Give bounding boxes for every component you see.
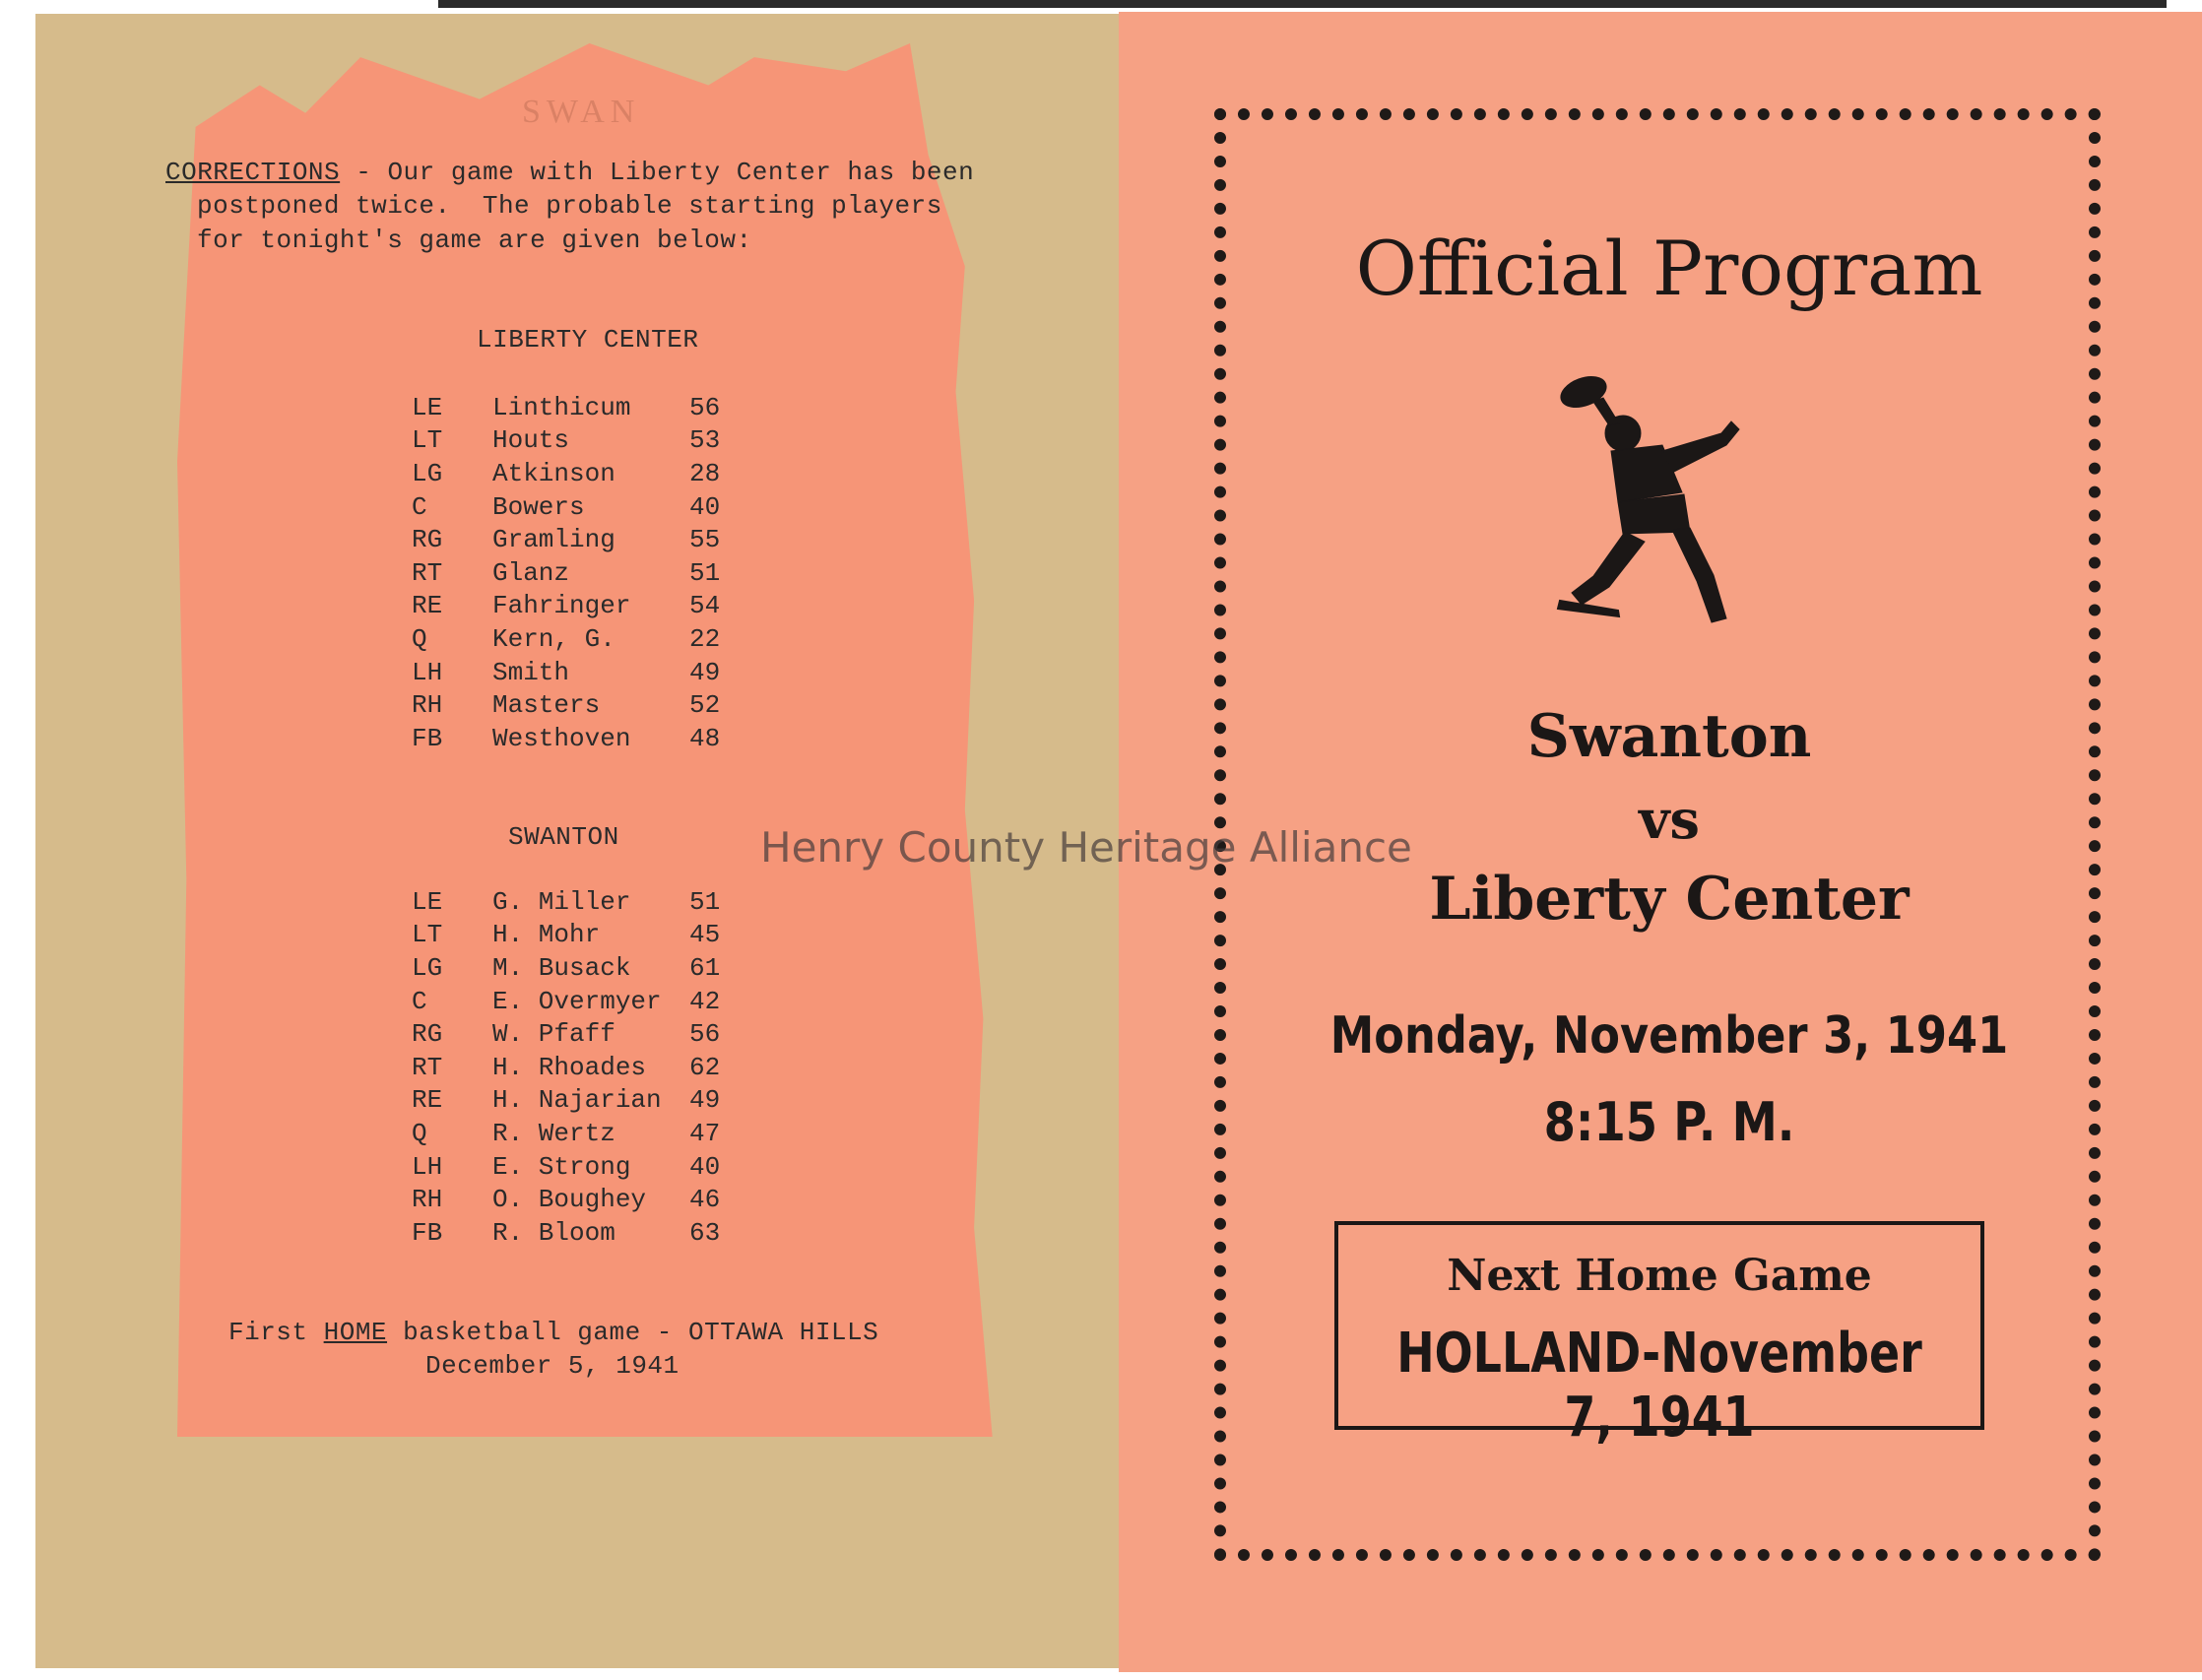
- roster-num: 56: [689, 392, 721, 422]
- roster-row: [412, 985, 739, 1018]
- roster-name: Masters: [492, 690, 601, 721]
- roster-row: [412, 457, 739, 490]
- liberty-center-roster: [412, 391, 739, 755]
- roster-num: 52: [689, 690, 721, 721]
- team-swanton: Swanton: [1526, 702, 1812, 771]
- game-date: Monday, November 3, 1941: [1329, 1006, 2009, 1066]
- footer-pre: First: [228, 1318, 324, 1347]
- roster-row: [412, 885, 739, 919]
- roster-row: [412, 951, 739, 985]
- roster-pos: Q: [412, 623, 427, 654]
- roster-row: [412, 523, 739, 556]
- corrections-label: CORRECTIONS: [165, 158, 341, 187]
- roster-name: O. Boughey: [492, 1185, 647, 1215]
- roster-row: [412, 1216, 739, 1250]
- roster-pos: RH: [412, 690, 443, 721]
- roster-pos: FB: [412, 723, 443, 753]
- roster-row: [412, 1150, 739, 1184]
- roster-name: Gramling: [492, 525, 615, 555]
- roster-row: [412, 722, 739, 755]
- roster-name: H. Rhoades: [492, 1052, 647, 1082]
- next-home-game-detail: HOLLAND-November 7, 1941: [1396, 1322, 1922, 1450]
- roster-name: Smith: [492, 657, 570, 687]
- roster-pos: C: [412, 491, 427, 522]
- liberty-center-header: LIBERTY CENTER: [477, 325, 699, 355]
- roster-pos: LH: [412, 1151, 443, 1182]
- corrections-line-1: [165, 158, 974, 187]
- basketball-footer: [228, 1318, 878, 1347]
- roster-num: 61: [689, 952, 721, 983]
- roster-num: 56: [689, 1019, 721, 1050]
- roster-pos: Q: [412, 1118, 427, 1148]
- roster-pos: RE: [412, 591, 443, 621]
- roster-num: 49: [689, 657, 721, 687]
- roster-name: Bowers: [492, 491, 585, 522]
- roster-pos: RH: [412, 1185, 443, 1215]
- roster-row: [412, 1183, 739, 1216]
- roster-name: Atkinson: [492, 458, 615, 488]
- roster-row: [412, 424, 739, 458]
- roster-pos: LH: [412, 657, 443, 687]
- corrections-line-2: postponed twice. The probable starting players: [197, 191, 942, 221]
- roster-num: 46: [689, 1185, 721, 1215]
- roster-num: 45: [689, 920, 721, 950]
- roster-num: 40: [689, 1151, 721, 1182]
- roster-pos: LT: [412, 425, 443, 456]
- roster-row: [412, 391, 739, 424]
- roster-num: 54: [689, 591, 721, 621]
- roster-name: H. Mohr: [492, 920, 601, 950]
- roster-name: Linthicum: [492, 392, 631, 422]
- next-home-game-label: Next Home Game: [1447, 1251, 1872, 1301]
- basketball-date: December 5, 1941: [425, 1351, 680, 1381]
- versus-label: vs: [1639, 788, 1700, 851]
- roster-num: 55: [689, 525, 721, 555]
- roster-row: [412, 556, 739, 590]
- roster-row: [412, 1084, 739, 1118]
- roster-name: E. Overmyer: [492, 986, 662, 1016]
- roster-row: [412, 1017, 739, 1051]
- roster-name: R. Wertz: [492, 1118, 615, 1148]
- roster-pos: RT: [412, 557, 443, 588]
- roster-num: 62: [689, 1052, 721, 1082]
- roster-pos: C: [412, 986, 427, 1016]
- roster-name: Fahringer: [492, 591, 631, 621]
- roster-name: E. Strong: [492, 1151, 631, 1182]
- roster-name: M. Busack: [492, 952, 631, 983]
- roster-name: G. Miller: [492, 886, 631, 917]
- roster-pos: LE: [412, 392, 443, 422]
- game-time: 8:15 P. M.: [1543, 1091, 1795, 1153]
- watermark: Henry County Heritage Alliance: [760, 823, 1412, 872]
- roster-pos: RG: [412, 525, 443, 555]
- roster-row: [412, 688, 739, 722]
- roster-name: Houts: [492, 425, 570, 456]
- roster-pos: LE: [412, 886, 443, 917]
- roster-pos: RT: [412, 1052, 443, 1082]
- roster-row: [412, 919, 739, 952]
- corrections-line-3: for tonight's game are given below:: [197, 226, 752, 255]
- roster-pos: LG: [412, 458, 443, 488]
- roster-num: 47: [689, 1118, 721, 1148]
- footer-home: HOME: [323, 1318, 388, 1347]
- roster-num: 22: [689, 623, 721, 654]
- roster-pos: LT: [412, 920, 443, 950]
- roster-num: 63: [689, 1217, 721, 1248]
- scan-edge: [438, 0, 2167, 8]
- roster-name: Westhoven: [492, 723, 631, 753]
- roster-row: [412, 490, 739, 524]
- roster-pos: FB: [412, 1217, 443, 1248]
- roster-row: [412, 622, 739, 656]
- roster-pos: LG: [412, 952, 443, 983]
- football-player-icon: [1524, 364, 1781, 640]
- roster-num: 28: [689, 458, 721, 488]
- swanton-header: SWANTON: [508, 822, 619, 852]
- roster-row: [412, 590, 739, 623]
- bleedthrough-heading: SWAN: [522, 94, 641, 130]
- roster-name: R. Bloom: [492, 1217, 615, 1248]
- roster-num: 51: [689, 557, 721, 588]
- roster-num: 42: [689, 986, 721, 1016]
- roster-pos: RE: [412, 1085, 443, 1116]
- roster-num: 49: [689, 1085, 721, 1116]
- program-title: Official Program: [1355, 225, 1983, 312]
- team-liberty-center: Liberty Center: [1429, 865, 1910, 934]
- roster-name: H. Najarian: [492, 1085, 662, 1116]
- roster-num: 40: [689, 491, 721, 522]
- roster-row: [412, 656, 739, 689]
- roster-name: W. Pfaff: [492, 1019, 615, 1050]
- roster-row: [412, 1051, 739, 1084]
- roster-name: Kern, G.: [492, 623, 615, 654]
- swanton-roster: [412, 885, 739, 1250]
- roster-name: Glanz: [492, 557, 570, 588]
- corrections-text-1: - Our game with Liberty Center has been: [340, 158, 975, 187]
- footer-post: basketball game - OTTAWA HILLS: [387, 1318, 879, 1347]
- roster-row: [412, 1117, 739, 1150]
- roster-num: 53: [689, 425, 721, 456]
- roster-num: 48: [689, 723, 721, 753]
- roster-pos: RG: [412, 1019, 443, 1050]
- roster-num: 51: [689, 886, 721, 917]
